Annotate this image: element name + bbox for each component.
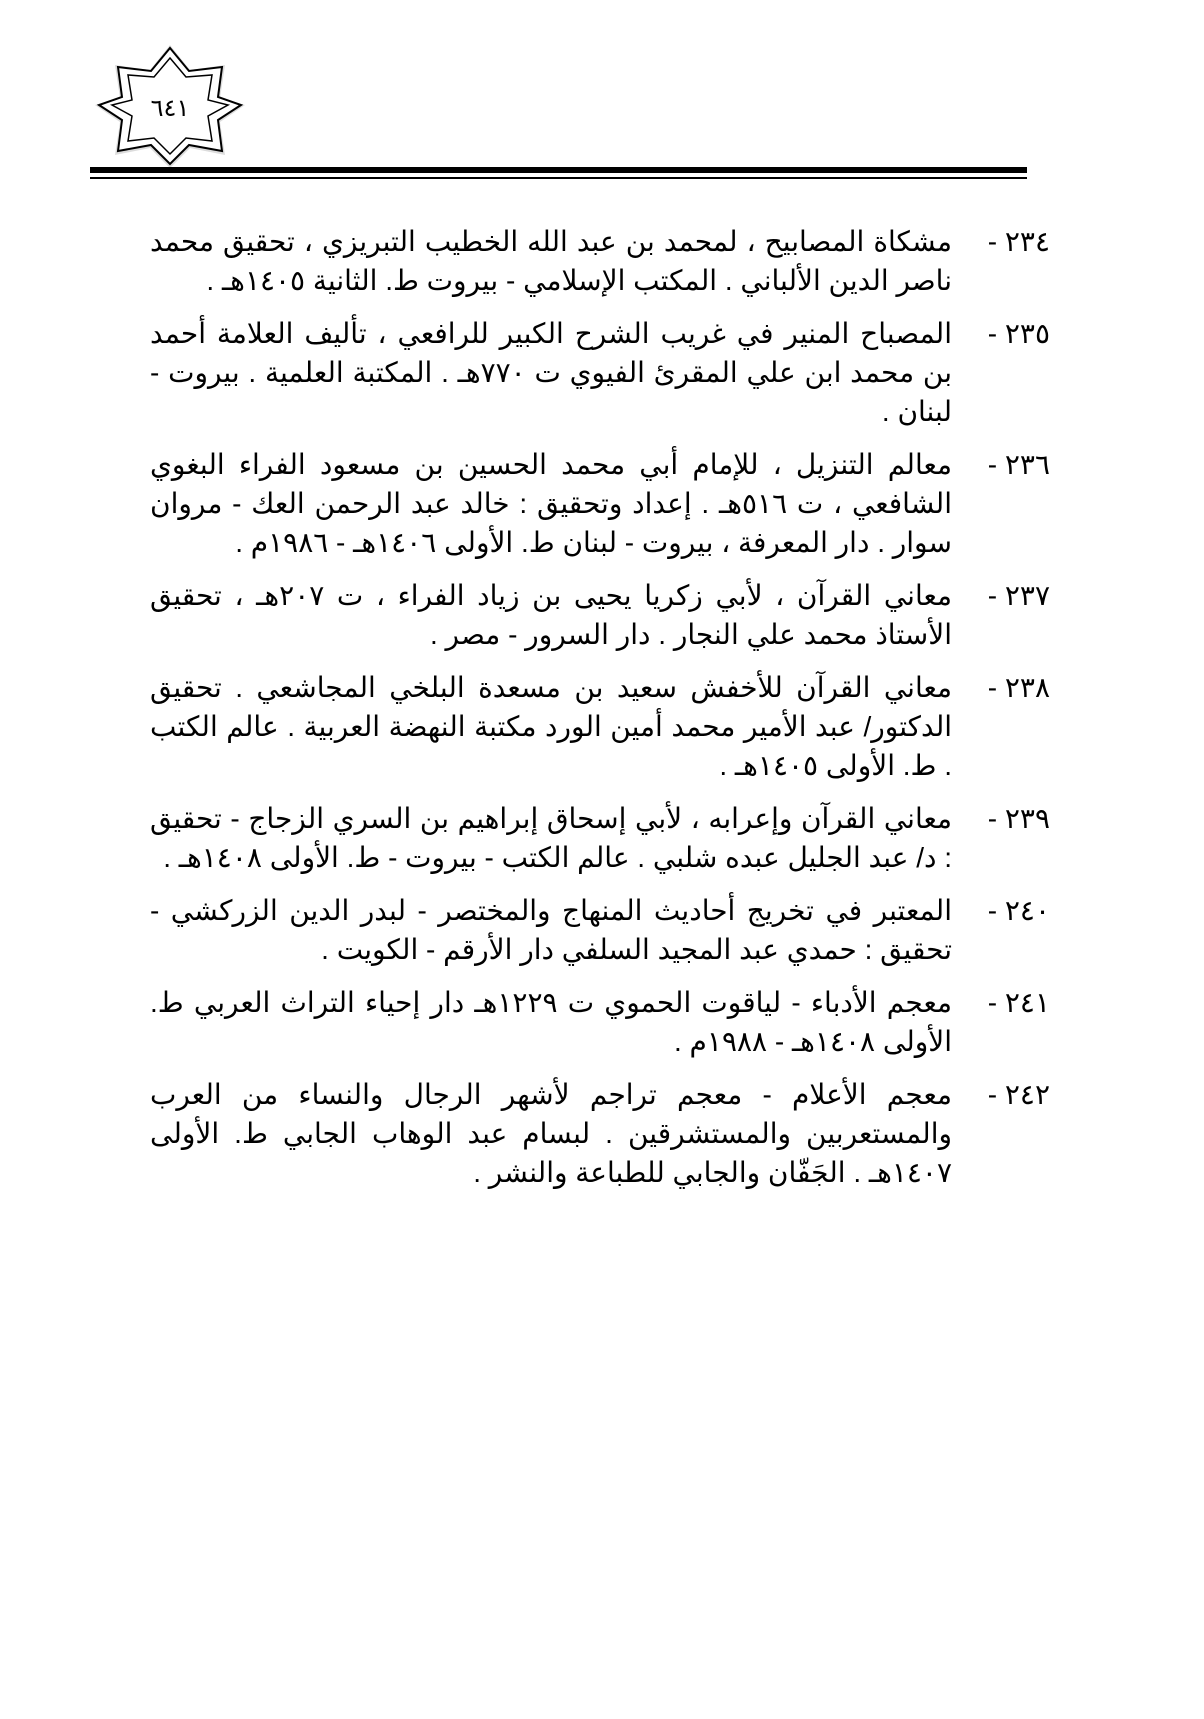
entry-text: معاني القرآن ، لأبي زكريا يحيى بن زياد الفراء ، ت ٢٠٧هـ ، تحقيق الأستاذ محمد علي النجار . دار السرور - مصر . xyxy=(150,580,953,650)
entry-number: ٢٣٤ - xyxy=(987,226,1050,257)
bibliography-entry xyxy=(150,576,1050,654)
bibliography-entry xyxy=(150,445,1050,562)
octagram-frame-icon xyxy=(90,40,250,170)
page-number: ٦٤١ xyxy=(150,94,190,122)
entry-text: معاني القرآن للأخفش سعيد بن مسعدة البلخي المجاشعي . تحقيق الدكتور/ عبد الأمير محمد أمين الورد مكتبة النهضة العربية . عالم الكتب . ط. الأولى ١٤٠٥هـ . xyxy=(150,672,952,781)
bibliography-entry xyxy=(150,891,1050,969)
bibliography-entry xyxy=(150,222,1050,300)
entry-number: ٢٣٥ - xyxy=(987,318,1050,349)
entry-text: المصباح المنير في غريب الشرح الكبير للرافعي ، تأليف العلامة أحمد بن محمد ابن علي المقرئ الفيوي ت ٧٧٠هـ . المكتبة العلمية . بيروت - لبنان . xyxy=(150,318,952,427)
entry-number: ٢٤١ - xyxy=(987,987,1050,1018)
bibliography-list xyxy=(150,222,1050,1206)
entry-number: ٢٣٧ - xyxy=(987,580,1050,611)
entry-text: معاني القرآن وإعرابه ، لأبي إسحاق إبراهيم بن السري الزجاج - تحقيق : د/ عبد الجليل عبده شلبي . عالم الكتب - بيروت - ط. الأولى ١٤٠٨هـ . xyxy=(150,803,952,873)
entry-text: مشكاة المصابيح ، لمحمد بن عبد الله الخطيب التبريزي ، تحقيق محمد ناصر الدين الألباني . المكتب الإسلامي - بيروت ط. الثانية ١٤٠٥هـ . xyxy=(150,226,952,296)
entry-number: ٢٣٩ - xyxy=(987,803,1050,834)
bibliography-entry xyxy=(150,668,1050,785)
entry-text: معجم الأعلام - معجم تراجم لأشهر الرجال والنساء من العرب والمستعربين والمستشرقين . لبسام عبد الوهاب الجابي ط. الأولى ١٤٠٧هـ . الجَفّان والجابي للطباعة والنشر . xyxy=(150,1079,952,1188)
header-divider xyxy=(90,167,1027,179)
entry-text: المعتبر في تخريج أحاديث المنهاج والمختصر - لبدر الدين الزركشي - تحقيق : حمدي عبد المجيد السلفي دار الأرقم - الكويت . xyxy=(150,895,952,965)
entry-number: ٢٤٠ - xyxy=(987,895,1050,926)
entry-number: ٢٣٨ - xyxy=(987,672,1050,703)
header-divider-thick xyxy=(90,167,1027,173)
entry-text: معالم التنزيل ، للإمام أبي محمد الحسين بن مسعود الفراء البغوي الشافعي ، ت ٥١٦هـ . إعداد وتحقيق : خالد عبد الرحمن العك - مروان سوار . دار المعرفة ، بيروت - لبنان ط. الأولى ١٤٠٦هـ - ١٩٨٦م . xyxy=(150,449,952,558)
entry-number: ٢٣٦ - xyxy=(987,449,1050,480)
entry-text: معجم الأدباء - لياقوت الحموي ت ١٢٢٩هـ دار إحياء التراث العربي ط. الأولى ١٤٠٨هـ - ١٩٨٨م . xyxy=(150,987,952,1057)
bibliography-entry xyxy=(150,799,1050,877)
bibliography-entry xyxy=(150,983,1050,1061)
bibliography-entry xyxy=(150,1075,1050,1192)
bibliography-entry xyxy=(150,314,1050,431)
entry-number: ٢٤٢ - xyxy=(987,1079,1050,1110)
page-number-badge xyxy=(90,40,250,170)
header-divider-thin xyxy=(90,177,1027,179)
